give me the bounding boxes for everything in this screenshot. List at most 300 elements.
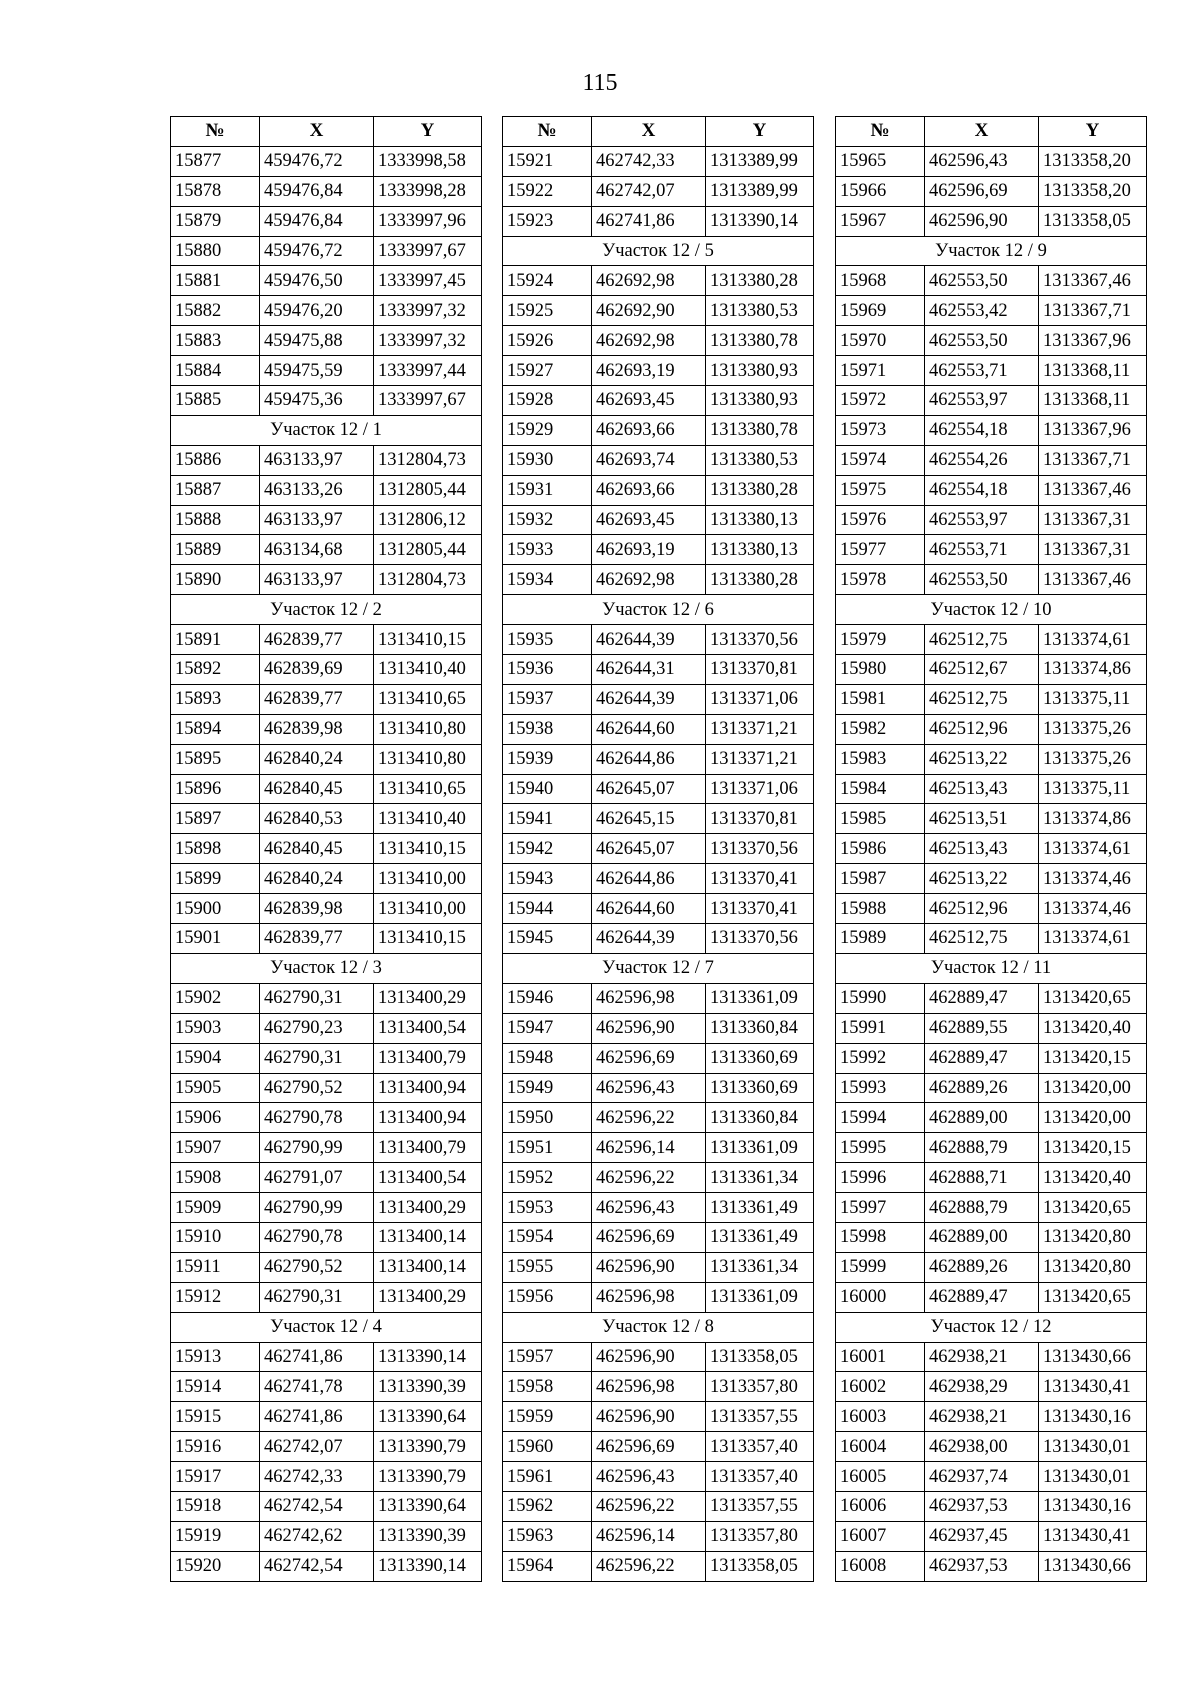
point-number-cell: 15911 (171, 1252, 260, 1282)
point-number-cell: 15920 (171, 1551, 260, 1581)
y-coordinate-cell: 1313390,39 (374, 1521, 482, 1551)
point-number-cell: 15992 (836, 1043, 925, 1073)
x-coordinate-cell: 459475,59 (260, 356, 374, 386)
y-coordinate-cell: 1313370,56 (706, 924, 814, 954)
table-row (503, 834, 814, 864)
x-coordinate-cell: 462596,22 (592, 1103, 706, 1133)
point-number-cell: 15957 (503, 1342, 592, 1372)
x-coordinate-cell: 462693,45 (592, 505, 706, 535)
x-coordinate-cell: 459475,88 (260, 326, 374, 356)
table-row (503, 774, 814, 804)
x-coordinate-cell: 459476,20 (260, 296, 374, 326)
point-number-cell: 15950 (503, 1103, 592, 1133)
table-row (503, 864, 814, 894)
table-row (836, 1491, 1147, 1521)
point-number-cell: 15985 (836, 804, 925, 834)
y-coordinate-cell: 1313380,78 (706, 326, 814, 356)
x-coordinate-cell: 462839,77 (260, 924, 374, 954)
point-number-cell: 15934 (503, 565, 592, 595)
y-coordinate-cell: 1313430,41 (1039, 1521, 1147, 1551)
point-number-cell: 15974 (836, 445, 925, 475)
point-number-cell: 15928 (503, 386, 592, 416)
table-row (836, 1402, 1147, 1432)
x-coordinate-cell: 462553,50 (925, 565, 1039, 595)
point-number-cell: 15958 (503, 1372, 592, 1402)
x-coordinate-cell: 462596,90 (592, 1252, 706, 1282)
table-row (836, 924, 1147, 954)
table-row (503, 475, 814, 505)
point-number-cell: 16002 (836, 1372, 925, 1402)
point-number-cell: 15913 (171, 1342, 260, 1372)
y-coordinate-cell: 1313361,49 (706, 1222, 814, 1252)
point-number-cell: 15879 (171, 206, 260, 236)
y-coordinate-cell: 1313374,61 (1039, 625, 1147, 655)
section-title: Участок 12 / 2 (171, 595, 482, 625)
x-coordinate-cell: 462596,43 (592, 1073, 706, 1103)
x-coordinate-cell: 462553,42 (925, 296, 1039, 326)
table-row (171, 1193, 482, 1223)
y-coordinate-cell: 1313380,13 (706, 505, 814, 535)
table-row (171, 206, 482, 236)
point-number-cell: 15967 (836, 206, 925, 236)
point-number-cell: 15996 (836, 1163, 925, 1193)
x-coordinate-cell: 462512,75 (925, 684, 1039, 714)
point-number-cell: 16008 (836, 1551, 925, 1581)
y-coordinate-cell: 1313357,55 (706, 1402, 814, 1432)
y-coordinate-cell: 1313368,11 (1039, 386, 1147, 416)
point-number-cell: 16005 (836, 1462, 925, 1492)
x-coordinate-cell: 462790,52 (260, 1073, 374, 1103)
table-row (836, 296, 1147, 326)
point-number-cell: 15997 (836, 1193, 925, 1223)
point-number-cell: 15896 (171, 774, 260, 804)
point-number-cell: 15951 (503, 1133, 592, 1163)
y-coordinate-cell: 1313410,65 (374, 684, 482, 714)
point-number-cell: 16007 (836, 1521, 925, 1551)
table-row (171, 326, 482, 356)
x-coordinate-cell: 462596,98 (592, 1282, 706, 1312)
table-row (171, 1551, 482, 1581)
table-row (836, 1163, 1147, 1193)
point-number-cell: 15954 (503, 1222, 592, 1252)
coordinates-table (502, 116, 814, 1582)
y-coordinate-cell: 1313357,40 (706, 1462, 814, 1492)
y-coordinate-cell: 1313358,20 (1039, 176, 1147, 206)
point-number-cell: 15926 (503, 326, 592, 356)
x-coordinate-cell: 462596,90 (592, 1342, 706, 1372)
point-number-cell: 15902 (171, 983, 260, 1013)
point-number-cell: 15991 (836, 1013, 925, 1043)
table-row (171, 1402, 482, 1432)
y-coordinate-cell: 1313410,65 (374, 774, 482, 804)
y-coordinate-cell: 1313400,29 (374, 983, 482, 1013)
x-coordinate-cell: 462553,97 (925, 505, 1039, 535)
x-coordinate-cell: 462889,26 (925, 1252, 1039, 1282)
y-coordinate-cell: 1313410,40 (374, 655, 482, 685)
point-number-cell: 15978 (836, 565, 925, 595)
point-number-cell: 15882 (171, 296, 260, 326)
x-coordinate-cell: 462741,86 (260, 1402, 374, 1432)
point-number-cell: 15964 (503, 1551, 592, 1581)
table-row (836, 1073, 1147, 1103)
x-coordinate-cell: 462644,86 (592, 744, 706, 774)
y-coordinate-cell: 1313400,14 (374, 1252, 482, 1282)
point-number-cell: 15905 (171, 1073, 260, 1103)
section-row (836, 236, 1147, 266)
section-title: Участок 12 / 7 (503, 953, 814, 983)
y-coordinate-cell: 1313358,05 (706, 1342, 814, 1372)
table-row (171, 146, 482, 176)
point-number-cell: 15893 (171, 684, 260, 714)
x-coordinate-cell: 462596,14 (592, 1133, 706, 1163)
x-coordinate-cell: 463133,97 (260, 505, 374, 535)
y-coordinate-cell: 1313389,99 (706, 176, 814, 206)
point-number-cell: 15889 (171, 535, 260, 565)
x-coordinate-cell: 462888,71 (925, 1163, 1039, 1193)
table-row (503, 625, 814, 655)
point-number-cell: 15919 (171, 1521, 260, 1551)
y-coordinate-cell: 1313390,79 (374, 1462, 482, 1492)
x-coordinate-cell: 462889,47 (925, 1043, 1039, 1073)
y-coordinate-cell: 1313420,00 (1039, 1073, 1147, 1103)
y-coordinate-cell: 1313367,31 (1039, 535, 1147, 565)
x-coordinate-cell: 462596,43 (592, 1193, 706, 1223)
y-coordinate-cell: 1333998,28 (374, 176, 482, 206)
x-coordinate-cell: 462692,98 (592, 565, 706, 595)
y-coordinate-cell: 1313380,28 (706, 266, 814, 296)
section-title: Участок 12 / 12 (836, 1312, 1147, 1342)
table-row (836, 475, 1147, 505)
table-body (171, 146, 482, 1581)
section-row (503, 595, 814, 625)
table-row (836, 804, 1147, 834)
x-coordinate-cell: 462790,52 (260, 1252, 374, 1282)
point-number-cell: 15963 (503, 1521, 592, 1551)
point-number-cell: 15953 (503, 1193, 592, 1223)
table-row (503, 655, 814, 685)
section-row (171, 953, 482, 983)
x-coordinate-cell: 462741,86 (592, 206, 706, 236)
y-coordinate-cell: 1313430,01 (1039, 1432, 1147, 1462)
point-number-cell: 15901 (171, 924, 260, 954)
x-coordinate-cell: 462644,31 (592, 655, 706, 685)
x-coordinate-cell: 462513,51 (925, 804, 1039, 834)
x-coordinate-cell: 462840,45 (260, 834, 374, 864)
section-row (171, 415, 482, 445)
point-number-cell: 15880 (171, 236, 260, 266)
y-coordinate-cell: 1333998,58 (374, 146, 482, 176)
x-coordinate-cell: 462790,31 (260, 1282, 374, 1312)
table-row (171, 983, 482, 1013)
table-row (503, 326, 814, 356)
x-coordinate-cell: 462513,43 (925, 774, 1039, 804)
x-coordinate-cell: 462553,71 (925, 535, 1039, 565)
table-row (171, 176, 482, 206)
table-row (503, 1193, 814, 1223)
x-coordinate-cell: 462512,75 (925, 924, 1039, 954)
point-number-cell: 15972 (836, 386, 925, 416)
coordinates-table (835, 116, 1147, 1582)
x-coordinate-cell: 462791,07 (260, 1163, 374, 1193)
x-coordinate-cell: 462596,14 (592, 1521, 706, 1551)
section-row (503, 236, 814, 266)
y-coordinate-cell: 1313374,86 (1039, 804, 1147, 834)
y-coordinate-cell: 1313367,46 (1039, 475, 1147, 505)
y-coordinate-cell: 1313361,09 (706, 1282, 814, 1312)
x-coordinate-cell: 462790,99 (260, 1193, 374, 1223)
y-coordinate-cell: 1313430,41 (1039, 1372, 1147, 1402)
table-row (503, 296, 814, 326)
x-coordinate-cell: 462742,54 (260, 1491, 374, 1521)
point-number-cell: 15984 (836, 774, 925, 804)
x-coordinate-cell: 462937,53 (925, 1551, 1039, 1581)
table-row (171, 1163, 482, 1193)
y-coordinate-cell: 1313370,81 (706, 655, 814, 685)
point-number-cell: 15986 (836, 834, 925, 864)
point-number-cell: 15886 (171, 445, 260, 475)
x-coordinate-cell: 462596,69 (592, 1222, 706, 1252)
table-row (503, 1222, 814, 1252)
table-row (836, 1133, 1147, 1163)
table-row (836, 1193, 1147, 1223)
y-coordinate-cell: 1313400,29 (374, 1193, 482, 1223)
point-number-cell: 15947 (503, 1013, 592, 1043)
section-title: Участок 12 / 10 (836, 595, 1147, 625)
x-coordinate-cell: 463133,97 (260, 445, 374, 475)
y-coordinate-cell: 1313368,11 (1039, 356, 1147, 386)
x-coordinate-cell: 462741,78 (260, 1372, 374, 1402)
table-row (836, 774, 1147, 804)
y-coordinate-cell: 1313371,21 (706, 714, 814, 744)
y-coordinate-cell: 1313380,53 (706, 445, 814, 475)
x-coordinate-cell: 462790,23 (260, 1013, 374, 1043)
table-row (171, 714, 482, 744)
point-number-cell: 15988 (836, 894, 925, 924)
point-number-cell: 15941 (503, 804, 592, 834)
y-coordinate-cell: 1313380,28 (706, 475, 814, 505)
y-coordinate-cell: 1313370,56 (706, 625, 814, 655)
table-row (836, 415, 1147, 445)
y-coordinate-cell: 1313367,71 (1039, 296, 1147, 326)
y-coordinate-cell: 1313430,16 (1039, 1491, 1147, 1521)
table-row (836, 1432, 1147, 1462)
point-number-cell: 15994 (836, 1103, 925, 1133)
y-coordinate-cell: 1313367,96 (1039, 326, 1147, 356)
point-number-cell: 15944 (503, 894, 592, 924)
y-coordinate-cell: 1313420,65 (1039, 1193, 1147, 1223)
x-coordinate-cell: 462742,54 (260, 1551, 374, 1581)
y-coordinate-cell: 1313358,05 (706, 1551, 814, 1581)
point-number-cell: 15929 (503, 415, 592, 445)
x-coordinate-cell: 459476,72 (260, 146, 374, 176)
x-coordinate-cell: 462596,98 (592, 983, 706, 1013)
header-y: Y (1039, 117, 1147, 147)
table-row (171, 1432, 482, 1462)
y-coordinate-cell: 1313374,46 (1039, 864, 1147, 894)
y-coordinate-cell: 1313390,64 (374, 1491, 482, 1521)
point-number-cell: 15973 (836, 415, 925, 445)
point-number-cell: 15982 (836, 714, 925, 744)
table-row (503, 1402, 814, 1432)
table-row (503, 1491, 814, 1521)
table-row (171, 565, 482, 595)
y-coordinate-cell: 1313420,80 (1039, 1252, 1147, 1282)
x-coordinate-cell: 462839,98 (260, 894, 374, 924)
point-number-cell: 15959 (503, 1402, 592, 1432)
x-coordinate-cell: 462596,69 (592, 1043, 706, 1073)
table-row (171, 684, 482, 714)
point-number-cell: 15981 (836, 684, 925, 714)
y-coordinate-cell: 1313360,69 (706, 1043, 814, 1073)
x-coordinate-cell: 462692,98 (592, 326, 706, 356)
point-number-cell: 15890 (171, 565, 260, 595)
x-coordinate-cell: 462596,90 (592, 1013, 706, 1043)
x-coordinate-cell: 459476,84 (260, 176, 374, 206)
table-row (836, 356, 1147, 386)
table-row (171, 236, 482, 266)
table-row (836, 744, 1147, 774)
y-coordinate-cell: 1313374,61 (1039, 834, 1147, 864)
point-number-cell: 15938 (503, 714, 592, 744)
table-row (836, 684, 1147, 714)
section-title: Участок 12 / 5 (503, 236, 814, 266)
point-number-cell: 15965 (836, 146, 925, 176)
table-row (836, 1222, 1147, 1252)
x-coordinate-cell: 462840,24 (260, 864, 374, 894)
x-coordinate-cell: 462693,45 (592, 386, 706, 416)
x-coordinate-cell: 462512,96 (925, 714, 1039, 744)
table-row (503, 565, 814, 595)
point-number-cell: 15989 (836, 924, 925, 954)
point-number-cell: 15915 (171, 1402, 260, 1432)
y-coordinate-cell: 1313367,71 (1039, 445, 1147, 475)
x-coordinate-cell: 462692,90 (592, 296, 706, 326)
table-row (503, 206, 814, 236)
table-row (836, 983, 1147, 1013)
point-number-cell: 15998 (836, 1222, 925, 1252)
x-coordinate-cell: 462644,39 (592, 684, 706, 714)
x-coordinate-cell: 462554,18 (925, 475, 1039, 505)
header-row (836, 117, 1147, 147)
y-coordinate-cell: 1333997,96 (374, 206, 482, 236)
x-coordinate-cell: 462839,98 (260, 714, 374, 744)
table-row (503, 804, 814, 834)
x-coordinate-cell: 462645,07 (592, 834, 706, 864)
x-coordinate-cell: 462742,33 (592, 146, 706, 176)
point-number-cell: 15970 (836, 326, 925, 356)
y-coordinate-cell: 1313410,00 (374, 894, 482, 924)
section-row (503, 953, 814, 983)
header-row (171, 117, 482, 147)
point-number-cell: 15877 (171, 146, 260, 176)
section-title: Участок 12 / 11 (836, 953, 1147, 983)
table-row (171, 475, 482, 505)
y-coordinate-cell: 1313430,66 (1039, 1551, 1147, 1581)
y-coordinate-cell: 1313410,15 (374, 625, 482, 655)
point-number-cell: 15975 (836, 475, 925, 505)
y-coordinate-cell: 1312804,73 (374, 445, 482, 475)
point-number-cell: 15894 (171, 714, 260, 744)
y-coordinate-cell: 1313410,80 (374, 714, 482, 744)
header-row (503, 117, 814, 147)
table-row (503, 1043, 814, 1073)
table-row (503, 714, 814, 744)
point-number-cell: 15960 (503, 1432, 592, 1462)
x-coordinate-cell: 459475,36 (260, 386, 374, 416)
x-coordinate-cell: 462513,43 (925, 834, 1039, 864)
x-coordinate-cell: 462512,67 (925, 655, 1039, 685)
point-number-cell: 15993 (836, 1073, 925, 1103)
table-row (171, 744, 482, 774)
header-x: X (260, 117, 374, 147)
table-row (171, 1462, 482, 1492)
y-coordinate-cell: 1313400,29 (374, 1282, 482, 1312)
y-coordinate-cell: 1312805,44 (374, 475, 482, 505)
point-number-cell: 15945 (503, 924, 592, 954)
y-coordinate-cell: 1313375,26 (1039, 744, 1147, 774)
point-number-cell: 15900 (171, 894, 260, 924)
x-coordinate-cell: 462742,33 (260, 1462, 374, 1492)
y-coordinate-cell: 1313370,41 (706, 894, 814, 924)
header-y: Y (706, 117, 814, 147)
section-row (503, 1312, 814, 1342)
x-coordinate-cell: 462937,45 (925, 1521, 1039, 1551)
table-row (171, 266, 482, 296)
point-number-cell: 15949 (503, 1073, 592, 1103)
x-coordinate-cell: 462889,00 (925, 1222, 1039, 1252)
y-coordinate-cell: 1313371,06 (706, 774, 814, 804)
page-number: 115 (582, 70, 618, 96)
x-coordinate-cell: 462938,21 (925, 1402, 1039, 1432)
table-row (836, 714, 1147, 744)
y-coordinate-cell: 1313370,41 (706, 864, 814, 894)
section-row (836, 595, 1147, 625)
x-coordinate-cell: 462840,24 (260, 744, 374, 774)
table-row (503, 1521, 814, 1551)
point-number-cell: 15909 (171, 1193, 260, 1223)
x-coordinate-cell: 462839,77 (260, 684, 374, 714)
point-number-cell: 15910 (171, 1222, 260, 1252)
table-row (503, 684, 814, 714)
header-x: X (925, 117, 1039, 147)
x-coordinate-cell: 462889,55 (925, 1013, 1039, 1043)
point-number-cell: 15891 (171, 625, 260, 655)
x-coordinate-cell: 462644,86 (592, 864, 706, 894)
point-number-cell: 15885 (171, 386, 260, 416)
point-number-cell: 15922 (503, 176, 592, 206)
y-coordinate-cell: 1313420,65 (1039, 1282, 1147, 1312)
point-number-cell: 15946 (503, 983, 592, 1013)
y-coordinate-cell: 1313361,09 (706, 983, 814, 1013)
x-coordinate-cell: 462596,98 (592, 1372, 706, 1402)
table-body (503, 146, 814, 1581)
point-number-cell: 15883 (171, 326, 260, 356)
point-number-cell: 15931 (503, 475, 592, 505)
table-row (171, 386, 482, 416)
y-coordinate-cell: 1313374,46 (1039, 894, 1147, 924)
y-coordinate-cell: 1313367,46 (1039, 565, 1147, 595)
table-row (171, 834, 482, 864)
table-row (836, 266, 1147, 296)
x-coordinate-cell: 463134,68 (260, 535, 374, 565)
point-number-cell: 15923 (503, 206, 592, 236)
x-coordinate-cell: 462889,26 (925, 1073, 1039, 1103)
table-row (836, 206, 1147, 236)
table-row (836, 386, 1147, 416)
table-row (836, 625, 1147, 655)
header-number: № (171, 117, 260, 147)
point-number-cell: 15887 (171, 475, 260, 505)
